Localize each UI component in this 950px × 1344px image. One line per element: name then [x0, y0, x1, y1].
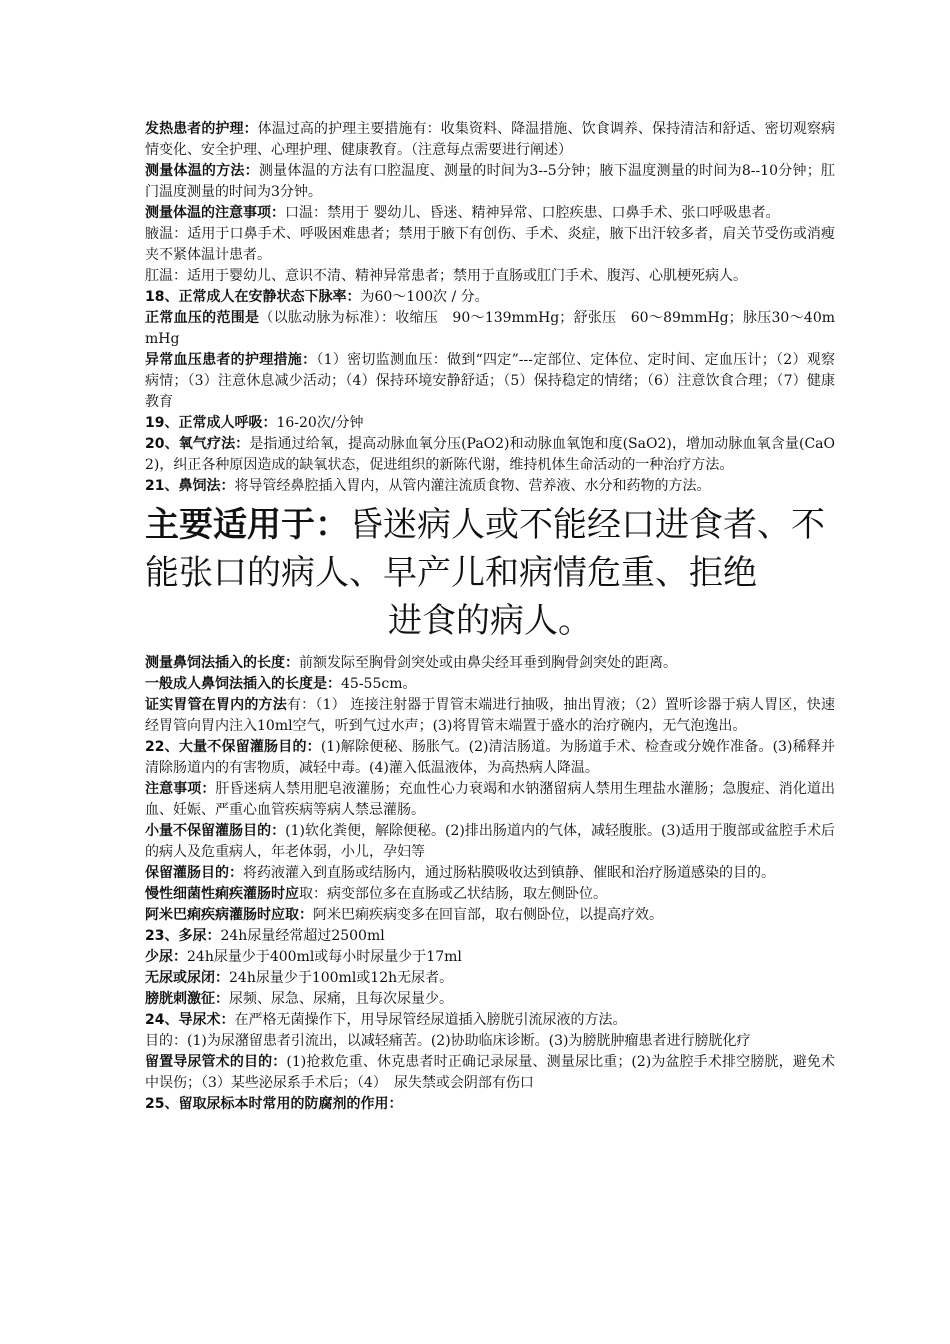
- heading: 发热患者的护理：: [145, 121, 258, 137]
- heading: 保留灌肠目的：: [145, 865, 243, 881]
- heading: 24、导尿术：: [145, 1012, 235, 1028]
- paragraph-catheter-purpose: [145, 1031, 835, 1052]
- paragraph-retention-enema: [145, 863, 835, 884]
- large-indication-text: [145, 501, 835, 645]
- body-text: 24h尿量少于100ml或12h无尿者。: [229, 970, 454, 986]
- paragraph-temp-method: [145, 161, 835, 203]
- paragraph-nasal-feeding: [145, 476, 835, 497]
- paragraph-large-enema: [145, 737, 835, 779]
- heading: 测量体温的注意事项：: [145, 205, 285, 221]
- body-text: 口温：禁用于 婴幼儿、昏迷、精神异常、口腔疾患、口鼻手术、张口呼吸患者。: [285, 205, 780, 221]
- body-text: 在严格无菌操作下，用导尿管经尿道插入膀胱引流尿液的方法。: [234, 1012, 627, 1028]
- body-text: 前额发际至胸骨剑突处或由鼻尖经耳垂到胸骨剑突处的距离。: [299, 655, 677, 671]
- body-text: 有：（1） 连接注射器于胃管末端进行抽吸，抽出胃液；（2）置听诊器于病人胃区，快速经胃管向胃内注入10ml空气，听到气过水声；(3)将胃管末端置于盛水的治疗碗内，无气泡逸出。: [145, 697, 836, 734]
- heading: 20、氧气疗法：: [145, 436, 250, 452]
- paragraph-small-enema: [145, 821, 835, 863]
- paragraph-bacillary-dysentery: [145, 884, 835, 905]
- paragraph-pulse: [145, 287, 835, 308]
- body-text: 将药液灌入到直肠或结肠内，通过肠粘膜吸收达到镇静、催眠和治疗肠道感染的目的。: [243, 865, 775, 881]
- body-text: (1)抢救危重、休克患者时正确记录尿量、测量尿比重；(2)为盆腔手术排空膀胱，避免术中误伤；（3）某些泌尿系手术后；（4） 尿失禁或会阴部有伤口: [145, 1054, 835, 1091]
- heading: 无尿或尿闭：: [145, 970, 229, 986]
- body-text: 阿米巴痢疾病变多在回盲部，取右侧卧位，以提高疗效。: [313, 907, 663, 923]
- large-body: 昏迷病人或不能经口进食者、不能张口的病人、早产儿和病情危重、拒绝: [145, 505, 825, 593]
- paragraph-adult-length: [145, 674, 835, 695]
- body-text: 取：病变部位多在直肠或乙状结肠，取左侧卧位。: [299, 886, 607, 902]
- heading: 一般成人鼻饲法插入的长度是：: [145, 676, 341, 692]
- heading: 阿米巴痢疾病灌肠时应取：: [145, 907, 313, 923]
- heading: 测量鼻饲法插入的长度：: [145, 655, 299, 671]
- heading: 小量不保留灌肠目的：: [145, 823, 286, 839]
- body-text: 是指通过给氧，提高动脉血氧分压(PaO2)和动脉血氧饱和度(SaO2)，增加动脉血氧含量(CaO2)，纠正各种原因造成的缺氧状态，促进组织的新陈代谢，维持机体生命活动的一种治疗方法。: [145, 436, 835, 473]
- paragraph-bladder-irritation: [145, 989, 835, 1010]
- heading: 证实胃管在胃内的方法: [145, 697, 287, 713]
- paragraph-enema-notes: [145, 779, 835, 821]
- body-text: 16-20次/分钟: [276, 415, 364, 431]
- paragraph-verify-tube: [145, 695, 835, 737]
- paragraph-bp-care: [145, 350, 835, 413]
- paragraph-rectal: [145, 266, 835, 287]
- body-text: (1)解除便秘、肠胀气。(2)清洁肠道。为肠道手术、检查或分娩作准备。(3)稀释并清除肠道内的有害物质，减轻中毒。(4)灌入低温液体，为高热病人降温。: [145, 739, 835, 776]
- heading: 慢性细菌性痢疾灌肠时应: [145, 886, 299, 902]
- paragraph-respiration: [145, 413, 835, 434]
- large-body-last-line: 进食的病人。: [388, 601, 592, 641]
- body-text: 24h尿量少于400ml或每小时尿量少于17ml: [187, 949, 462, 965]
- heading: 25、留取尿标本时常用的防腐剂的作用：: [145, 1096, 403, 1112]
- body-text: 腋温：适用于口鼻手术、呼吸困难患者；禁用于腋下有创伤、手术、炎症，腋下出汗较多者，肩关节受伤或消瘦夹不紧体温计患者。: [145, 226, 835, 263]
- heading: 23、多尿：: [145, 928, 221, 944]
- heading: 膀胱刺激征：: [145, 991, 229, 1007]
- paragraph-fever-care: [145, 119, 835, 161]
- heading: 测量体温的方法：: [145, 163, 259, 179]
- body-text: (1)软化粪便，解除便秘。(2)排出肠道内的气体，减轻腹胀。(3)适用于腹部或盆腔手术后的病人及危重病人，年老体弱，小儿，孕妇等: [145, 823, 835, 860]
- paragraph-blood-pressure: [145, 308, 835, 350]
- body-text: 体温过高的护理主要措施有：收集资料、降温措施、饮食调养、保持清洁和舒适、密切观察病情变化、安全护理、心理护理、健康教育。（注意每点需要进行阐述）: [145, 121, 836, 158]
- paragraph-polyuria: [145, 926, 835, 947]
- heading: 留置导尿管术的目的：: [145, 1054, 287, 1070]
- body-text: 测量体温的方法有口腔温度、测量的时间为3--5分钟；腋下温度测量的时间为8--10分钟；肛门温度测量的时间为3分钟。: [145, 163, 835, 200]
- paragraph-temp-notes: [145, 203, 835, 224]
- heading: 注意事项：: [145, 781, 216, 797]
- paragraph-catheterization: [145, 1010, 835, 1031]
- heading: 少尿：: [145, 949, 187, 965]
- paragraph-oxygen: [145, 434, 835, 476]
- body-text: （1）密切监测血压：做到“四定”---定部位、定体位、定时间、定血压计；（2）观察病情；（3）注意休息减少活动；（4）保持环境安静舒适；（5）保持稳定的情绪；（6）注意饮食合理；（7）健康教育: [145, 352, 836, 410]
- heading: 19、正常成人呼吸：: [145, 415, 277, 431]
- heading: 18、正常成人在安静状态下脉率：: [145, 289, 361, 305]
- document-page: [145, 119, 835, 1115]
- body-text: 为60～100次 / 分。: [360, 289, 489, 305]
- body-text: 肝昏迷病人禁用肥皂液灌肠；充血性心力衰竭和水钠潴留病人禁用生理盐水灌肠；急腹症、消化道出血、妊娠、严重心血管疾病等病人禁忌灌肠。: [145, 781, 836, 818]
- body-text: （以肱动脉为标准）：收缩压 90～139mmHg；舒张压 60～89mmHg；脉压30～40mmHg: [145, 310, 836, 347]
- heading: 21、鼻饲法：: [145, 478, 235, 494]
- body-text: 45-55cm。: [341, 676, 417, 692]
- heading: 22、大量不保留灌肠目的：: [145, 739, 321, 755]
- body-text: 24h尿量经常超过2500ml: [220, 928, 385, 944]
- heading: 异常血压患者的护理措施：: [145, 352, 317, 368]
- paragraph-axillary: [145, 224, 835, 266]
- paragraph-amoebic-dysentery: [145, 905, 835, 926]
- body-text: 尿频、尿急、尿痛，且每次尿量少。: [229, 991, 453, 1007]
- body-text: 目的：(1)为尿潴留患者引流出，以减轻痛苦。(2)协助临床诊断。(3)为膀胱肿瘤患者进行膀胱化疗: [145, 1033, 751, 1049]
- large-heading: 主要适用于：: [145, 505, 349, 545]
- paragraph-preservative: [145, 1094, 835, 1115]
- paragraph-tube-length: [145, 653, 835, 674]
- paragraph-indwelling-catheter: [145, 1052, 835, 1094]
- heading: 正常血压的范围是: [145, 310, 260, 326]
- body-text: 将导管经鼻腔插入胃内，从管内灌注流质食物、营养液、水分和药物的方法。: [234, 478, 711, 494]
- paragraph-anuria: [145, 968, 835, 989]
- paragraph-oliguria: [145, 947, 835, 968]
- body-text: 肛温：适用于婴幼儿、意识不清、精神异常患者；禁用于直肠或肛门手术、腹泻、心肌梗死病人。: [145, 268, 747, 284]
